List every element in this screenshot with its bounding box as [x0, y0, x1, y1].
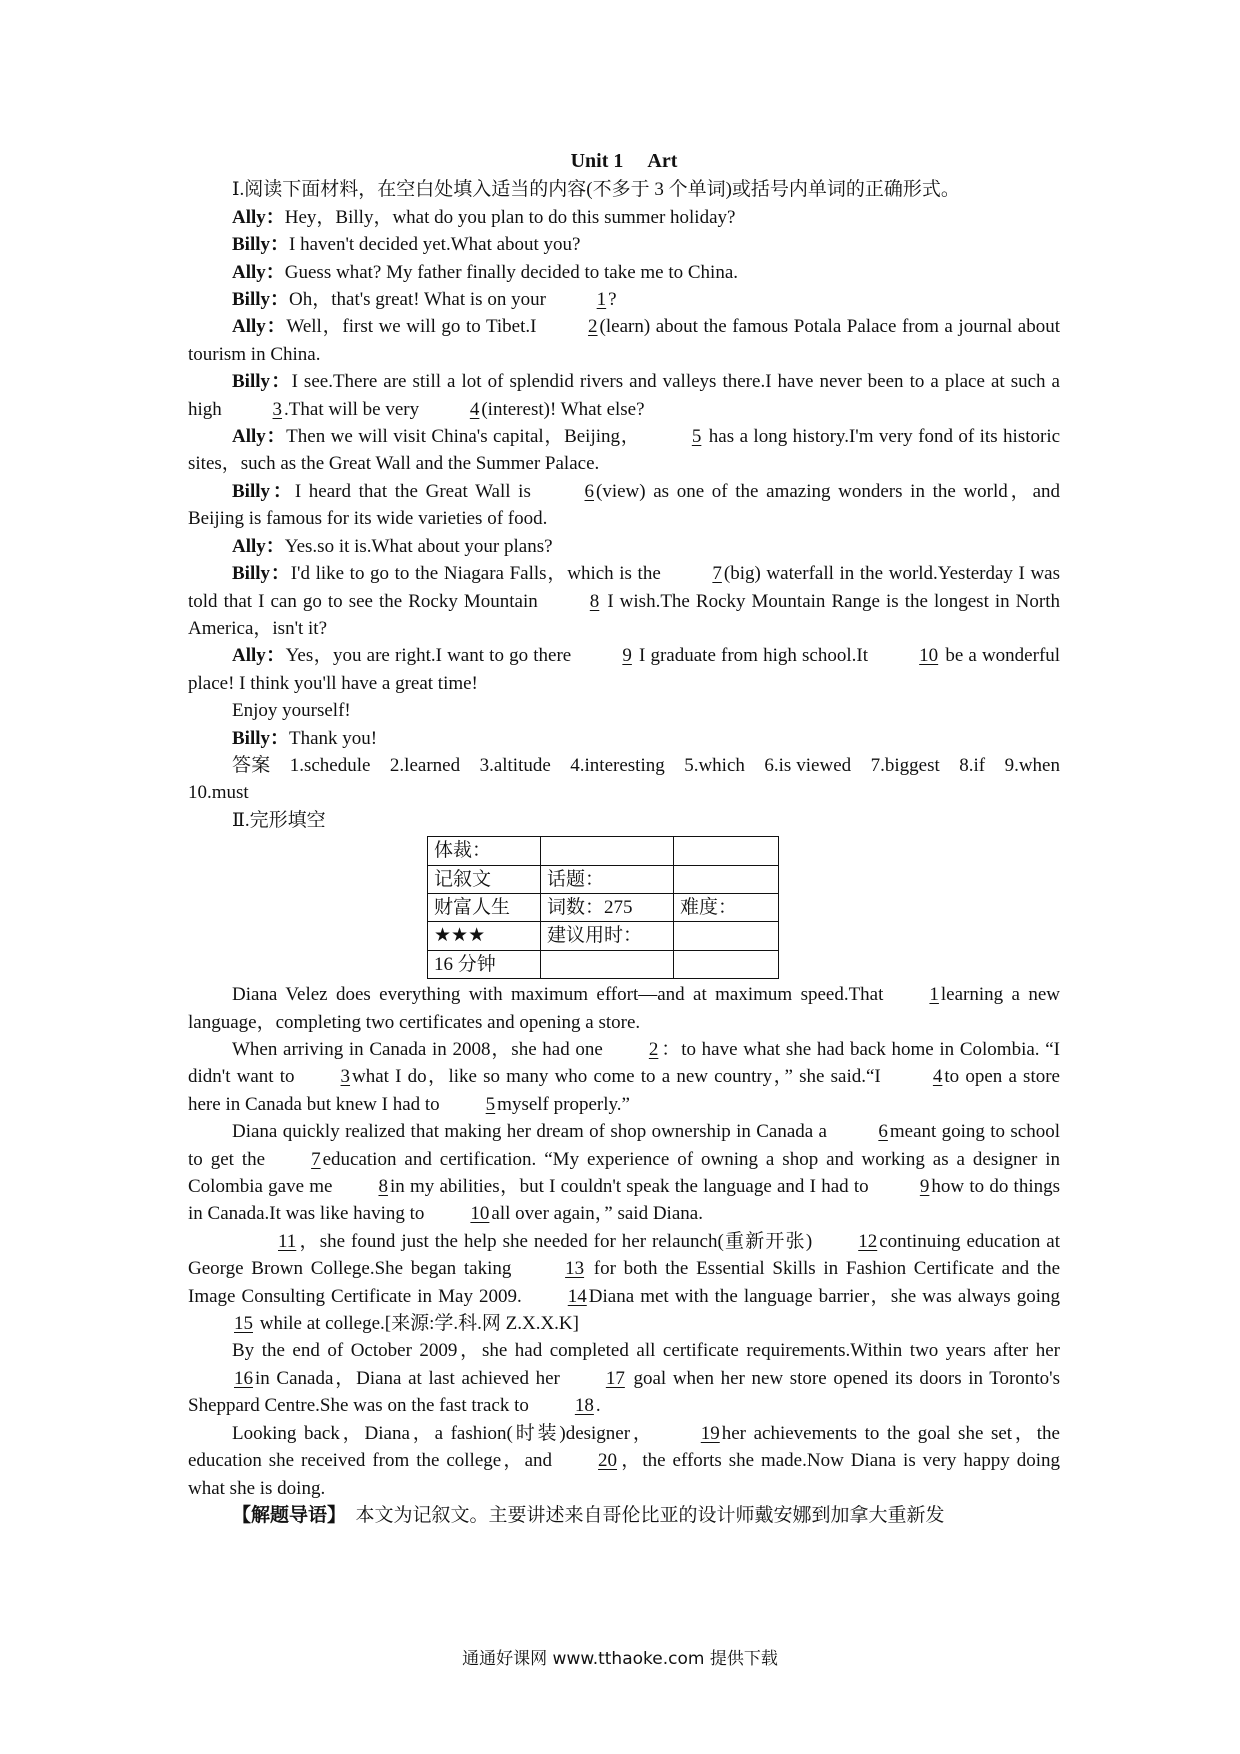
blank-3: 3	[272, 398, 283, 420]
info-table-cell: ★★★	[428, 922, 541, 950]
passage-paragraph: By the end of October 2009，she had completed all certificate requirements.Within two years after her16 in Canada，Diana at last achieved her 17 goal when her new store opened its doors in Toronto's Sheppard Centre.She was on the fast track to 18 .	[188, 1337, 1060, 1419]
blank-c2: 2	[648, 1039, 659, 1060]
solution-guide: 【解题导语】 本文为记叙文。主要讲述来自哥伦比亚的设计师戴安娜到加拿大重新发	[232, 1504, 945, 1526]
info-table-cell: 体裁：	[428, 837, 541, 865]
blank-5: 5	[691, 426, 702, 448]
info-table-row	[428, 837, 779, 865]
passage-paragraph: Diana quickly realized that making her dream of shop ownership in Canada a 6 meant going to school to get the 7 education and certification. “My experience of owning a shop and working as a designer in Colombia gave me 8 in my abilities，but I couldn't speak the language and I had to 9 how to do things in Canada.It was like having to 10 all over again，” said Diana.	[188, 1118, 1060, 1228]
blank-c20: 20	[598, 1450, 618, 1472]
blank-c5: 5	[485, 1093, 496, 1115]
info-table-cell	[541, 837, 674, 865]
blank-c19: 19	[700, 1422, 720, 1444]
dialogue-line: Ally：Guess what? My father finally decided to take me to China.	[232, 261, 739, 283]
blank-c6: 6	[878, 1121, 888, 1143]
blank-c11: 11	[278, 1230, 297, 1252]
blank-9: 9	[622, 645, 632, 667]
info-table-row	[428, 922, 779, 950]
blank-4: 4	[469, 398, 480, 420]
blank-c3: 3	[340, 1066, 351, 1088]
blank-6: 6	[584, 480, 595, 502]
info-table-cell: 难度：	[674, 893, 779, 921]
info-table-cell: 词数：275	[541, 893, 674, 921]
passage-paragraph: Looking back，Diana，a fashion(时装)designer， 19 her achievements to the goal she set，the education she received from the college，and 20 ，the efforts she made.Now Diana is very happy doing what she is doing.	[188, 1420, 1060, 1502]
dialogue-line: Ally：Then we will visit China's capital，Beijing， 5 has a long history.I'm very fond of its historic sites，such as the Great Wall and the Summer Palace.	[188, 423, 1060, 478]
dialogue-line: Ally：Yes，you are right.I want to go there 9 I graduate from high school.It 10 be a wonderful place! I think you'll have a great time!	[188, 642, 1060, 697]
dialogue-line: Billy：I see.There are still a lot of splendid rivers and valleys there.I have never been to a place at such a high 3 .That will be very 4 (interest)! What else?	[188, 368, 1060, 423]
dialogue-line: Ally：Hey，Billy，what do you plan to do this summer holiday?	[232, 206, 736, 228]
passage-info-table	[427, 836, 779, 979]
info-table-cell	[541, 950, 674, 978]
passage-paragraph: Diana Velez does everything with maximum effort—and at maximum speed.That 1 learning a new language，completing two certificates and opening a store.	[188, 981, 1060, 1036]
blank-c12: 12	[858, 1230, 878, 1252]
info-table-row	[428, 950, 779, 978]
document-body	[188, 148, 1079, 1529]
dialogue-line: Ally：Yes.so it is.What about your plans?	[232, 535, 553, 557]
dialogue-line: Billy：Thank you!	[232, 727, 378, 749]
page-title: Unit 1 Art	[570, 150, 678, 172]
blank-c18: 18	[574, 1395, 594, 1417]
dialogue-line: Billy：I haven't decided yet.What about you?	[232, 234, 581, 256]
info-table-cell: 话题：	[541, 865, 674, 893]
blank-10: 10	[919, 645, 939, 667]
blank-c17: 17	[605, 1367, 625, 1389]
blank-c16: 16	[234, 1367, 253, 1389]
info-table-row	[428, 865, 779, 893]
dialogue-line: Billy：I'd like to go to the Niagara Falls，which is the 7 (big) waterfall in the world.Yesterday I was told that I can go to see the Rocky Mountain 8 I wish.The Rocky Mountain Range is the longest in North America，isn't it?	[188, 560, 1060, 642]
info-table-cell: 16 分钟	[428, 950, 541, 978]
blank-c13: 13	[565, 1258, 585, 1280]
blank-c8: 8	[378, 1176, 388, 1198]
blank-c4: 4	[932, 1066, 943, 1088]
info-table-cell: 财富人生	[428, 893, 541, 921]
blank-c9: 9	[919, 1176, 930, 1198]
blank-2: 2	[588, 316, 598, 338]
dialogue-line: Ally：Well，first we will go to Tibet.I 2 (learn) about the famous Potala Palace from a journal about tourism in China.	[188, 313, 1060, 368]
blank-1: 1	[596, 289, 607, 311]
info-table-cell: 记叙文	[428, 865, 541, 893]
section2-heading: Ⅱ.完形填空	[232, 809, 326, 831]
info-table-cell	[674, 837, 779, 865]
blank-c10: 10	[470, 1203, 490, 1225]
page-footer: 通通好课网 www.tthaoke.com 提供下载	[462, 1649, 778, 1669]
passage-paragraph: When arriving in Canada in 2008，she had one 2 ：to have what she had back home in Colombia. “I didn't want to 3 what I do，like so many who come to a new country，” she said.“I 4 to open a store here in Canada but knew I had to 5 myself properly.”	[188, 1036, 1060, 1118]
section1-instruction: Ⅰ.阅读下面材料，在空白处填入适当的内容(不多于 3 个单词)或括号内单词的正确形式。	[232, 179, 960, 201]
blank-c7: 7	[311, 1148, 321, 1170]
info-table-cell	[674, 865, 779, 893]
info-table-cell	[674, 950, 779, 978]
answer-key: 答案 1.schedule 2.learned 3.altitude 4.interesting 5.which 6.is viewed 7.biggest 8.if 9.when 10.must	[188, 754, 1079, 804]
dialogue-line: Enjoy yourself!	[232, 700, 351, 722]
blank-7: 7	[712, 563, 722, 585]
dialogue-line: Billy：I heard that the Great Wall is 6 (view) as one of the amazing wonders in the world，and Beijing is famous for its wide varieties of food.	[188, 478, 1060, 533]
info-table-cell: 建议用时：	[541, 922, 674, 950]
blank-8: 8	[589, 590, 600, 612]
dialogue-line: Billy：Oh，that's great! What is on your 1 ?	[188, 286, 1060, 313]
info-table-cell	[674, 922, 779, 950]
blank-c15: 15	[234, 1313, 253, 1335]
blank-c1: 1	[929, 984, 939, 1006]
passage-paragraph: 11 ，she found just the help she needed for her relaunch(重新开张) 12 continuing education at George Brown College.She began taking 13 for both the Essential Skills in Fashion Certificate and the Image Consulting Certificate in May 2009. 14 Diana met with the language barrier，she was always going15 while at college.[来源:学.科.网 Z.X.X.K]	[188, 1228, 1060, 1338]
blank-c14: 14	[567, 1285, 587, 1307]
info-table-row	[428, 893, 779, 921]
